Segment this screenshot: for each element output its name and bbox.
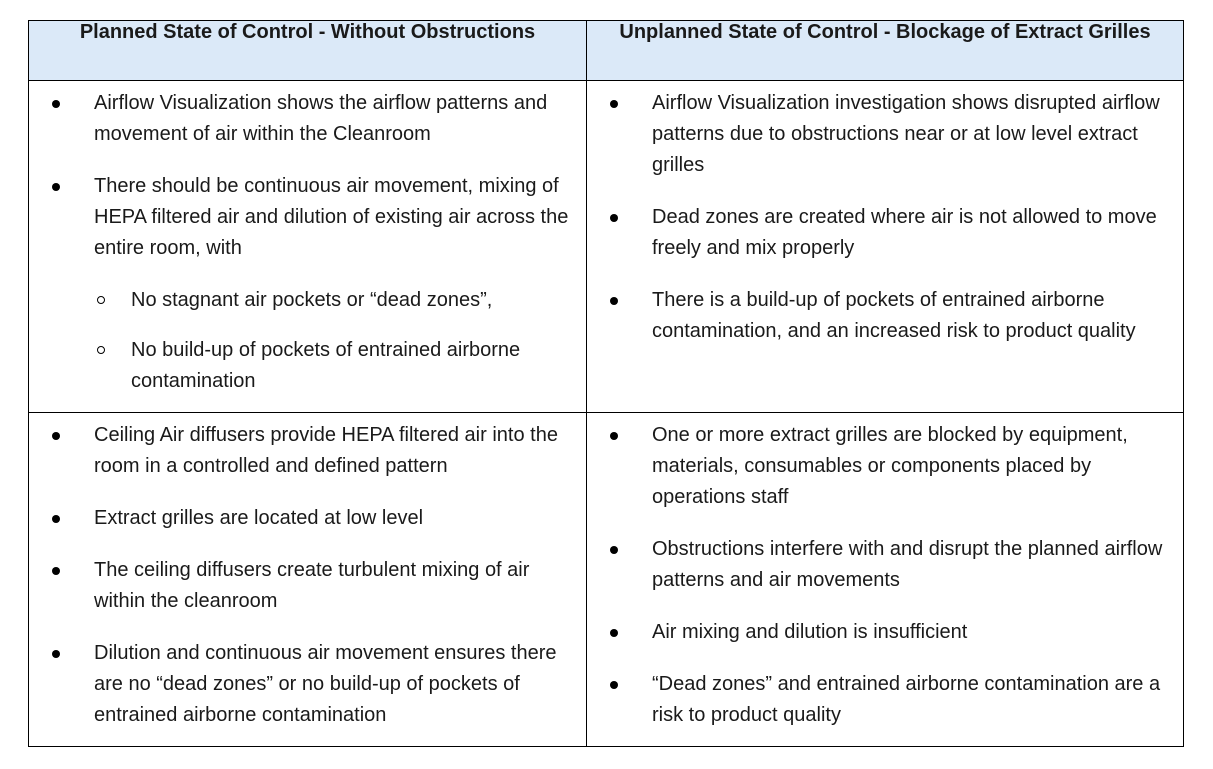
list-item-text: Airflow Visualization investigation shows disrupted airflow patterns due to obstructions near or at low level extract grilles	[652, 92, 1160, 176]
bullet-icon	[610, 432, 618, 440]
bullet-icon	[52, 183, 60, 191]
list-item	[29, 503, 574, 534]
list-item-text: “Dead zones” and entrained airborne contamination are a risk to product quality	[652, 673, 1161, 726]
list-item-text: Dead zones are created where air is not allowed to move freely and mix properly	[652, 206, 1157, 259]
bullet-list	[587, 413, 1183, 731]
sub-list-item-text: No stagnant air pockets or “dead zones”,	[131, 289, 493, 311]
bullet-icon	[610, 297, 618, 305]
list-item	[587, 669, 1171, 731]
bullet-icon	[610, 681, 618, 689]
bullet-icon	[610, 214, 618, 222]
list-item-text: Extract grilles are located at low level	[94, 507, 424, 529]
bullet-list	[29, 81, 586, 397]
list-item-text: One or more extract grilles are blocked by equipment, materials, consumables or components placed by operations staff	[652, 424, 1128, 508]
list-item-text: There is a build-up of pockets of entrained airborne contamination, and an increased risk to product quality	[652, 289, 1136, 342]
list-item-text: Airflow Visualization shows the airflow patterns and movement of air within the Cleanroom	[94, 92, 548, 145]
list-item	[587, 285, 1171, 347]
list-item-text: Dilution and continuous air movement ensures there are no “dead zones” or no build-up of pockets of entrained airborne contamination	[94, 642, 557, 726]
bullet-icon	[610, 546, 618, 554]
list-item-text: There should be continuous air movement, mixing of HEPA filtered air and dilution of existing air across the entire room, with	[94, 175, 569, 259]
list-item-text: Obstructions interfere with and disrupt the planned airflow patterns and air movements	[652, 538, 1163, 591]
sub-list-item	[29, 285, 574, 316]
bullet-list	[29, 413, 586, 731]
bullet-list	[587, 81, 1183, 347]
bullet-icon	[610, 100, 618, 108]
list-item-text: Air mixing and dilution is insufficient	[652, 621, 968, 643]
list-item	[587, 420, 1171, 513]
bullet-icon	[52, 650, 60, 658]
list-item-text: The ceiling diffusers create turbulent mixing of air within the cleanroom	[94, 559, 530, 612]
sub-list-item	[29, 335, 574, 397]
header-planned: Planned State of Control - Without Obstructions	[29, 21, 587, 81]
table-row	[29, 81, 1184, 413]
hollow-bullet-icon	[97, 296, 105, 304]
unplanned-cell-row1	[587, 81, 1184, 413]
planned-cell-row2	[29, 413, 587, 747]
unplanned-cell-row2	[587, 413, 1184, 747]
list-item	[587, 88, 1171, 181]
list-item	[29, 638, 574, 731]
sub-list-wrapper	[29, 285, 574, 397]
table-row	[29, 413, 1184, 747]
bullet-icon	[52, 567, 60, 575]
list-item	[587, 202, 1171, 264]
header-row	[29, 21, 1184, 81]
bullet-icon	[52, 100, 60, 108]
comparison-table	[28, 20, 1184, 747]
list-item	[29, 555, 574, 617]
planned-cell-row1	[29, 81, 587, 413]
bullet-icon	[52, 515, 60, 523]
list-item	[29, 171, 574, 264]
sub-list-item-text: No build-up of pockets of entrained airborne contamination	[131, 339, 521, 392]
sub-bullet-list	[29, 285, 574, 397]
hollow-bullet-icon	[97, 346, 105, 354]
bullet-icon	[610, 629, 618, 637]
list-item	[587, 617, 1171, 648]
list-item	[29, 420, 574, 482]
bullet-icon	[52, 432, 60, 440]
list-item-text: Ceiling Air diffusers provide HEPA filtered air into the room in a controlled and defined pattern	[94, 424, 558, 477]
list-item	[587, 534, 1171, 596]
list-item	[29, 88, 574, 150]
header-unplanned: Unplanned State of Control - Blockage of Extract Grilles	[587, 21, 1184, 81]
